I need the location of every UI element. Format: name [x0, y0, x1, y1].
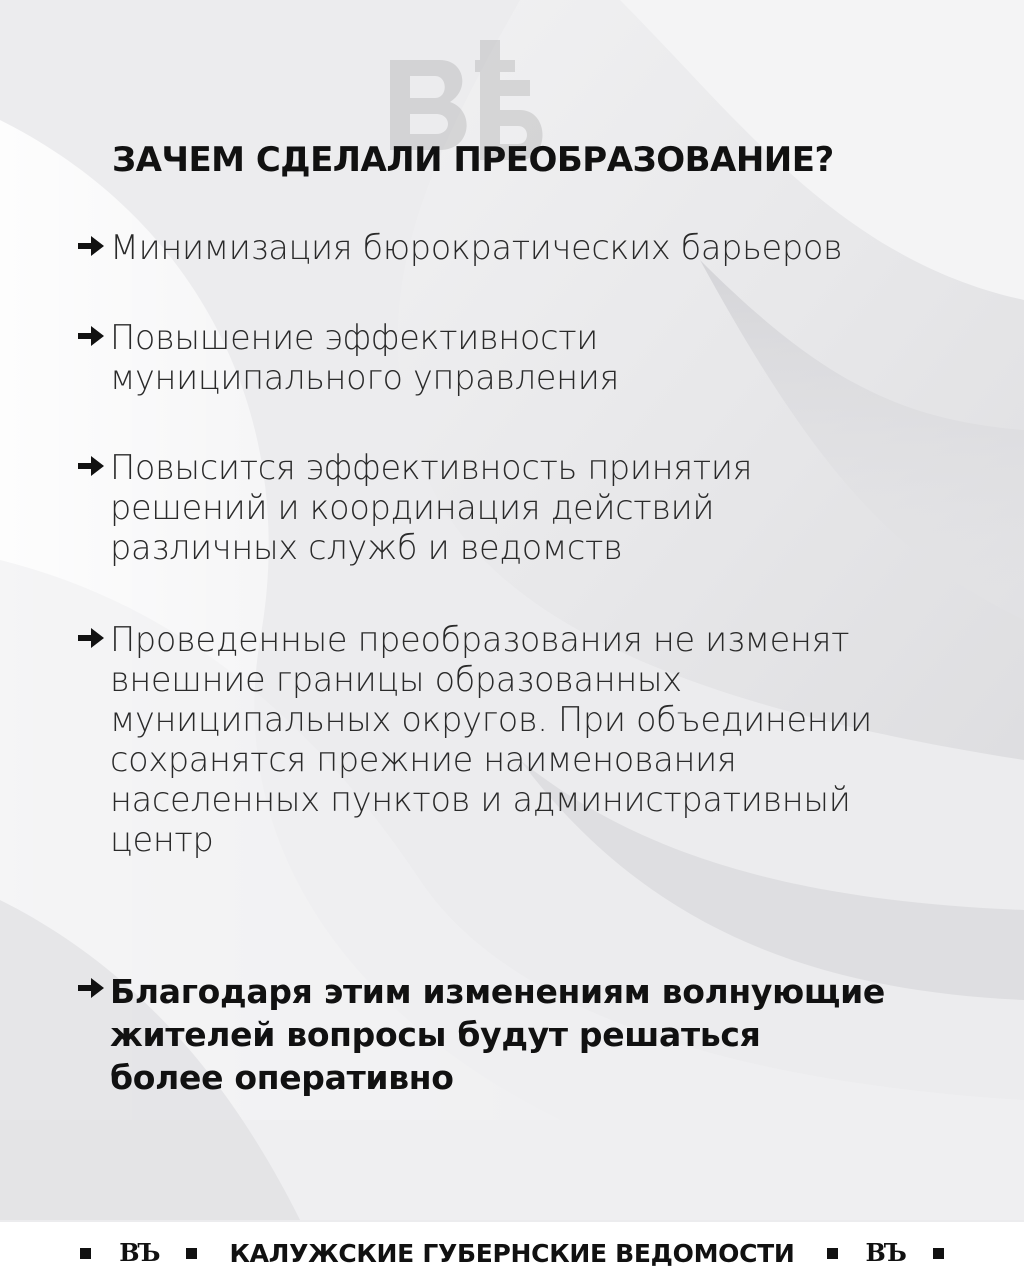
- item-line: муниципальных округов. При объединении: [110, 700, 872, 739]
- item-line: Повышение эффективности: [110, 318, 599, 357]
- footer-title: КАЛУЖСКИЕ ГУБЕРНСКИЕ ВЕДОМОСТИ: [229, 1238, 795, 1268]
- footer-logo-right: ВЪ: [865, 1238, 905, 1267]
- item-line: населенных пунктов и административный: [110, 780, 851, 819]
- item-line: Повысится эффективность принятия: [110, 448, 753, 487]
- footer-logo-left: ВЪ: [119, 1238, 159, 1267]
- arrow-right-icon: [76, 232, 106, 260]
- square-bullet-icon: [186, 1248, 197, 1259]
- square-bullet-icon: [933, 1248, 944, 1259]
- arrow-right-icon: [76, 322, 106, 350]
- list-item: [76, 970, 996, 1099]
- item-line: более оперативно: [110, 1058, 454, 1097]
- item-line: различных служб и ведомств: [110, 528, 623, 567]
- arrow-right-icon: [76, 624, 106, 652]
- list-item: [76, 620, 996, 860]
- list-item: [76, 448, 996, 568]
- item-line: Минимизация бюрократических барьеров: [110, 228, 843, 267]
- footer-bar: [0, 1226, 1024, 1280]
- square-bullet-icon: [80, 1248, 91, 1259]
- page-title: ЗАЧЕМ СДЕЛАЛИ ПРЕОБРАЗОВАНИЕ?: [112, 140, 834, 180]
- arrow-right-icon: [76, 974, 106, 1002]
- list-item: [76, 228, 996, 268]
- item-line: решений и координация действий: [110, 488, 715, 527]
- item-line: жителей вопросы будут решаться: [110, 1015, 761, 1054]
- item-line: центр: [110, 820, 214, 859]
- item-line: Благодаря этим изменениям волнующие: [110, 972, 886, 1011]
- square-bullet-icon: [827, 1248, 838, 1259]
- item-line: Проведенные преобразования не изменят: [110, 620, 850, 659]
- list-item: [76, 318, 996, 398]
- item-line: муниципального управления: [110, 358, 619, 397]
- item-line: внешние границы образованных: [110, 660, 682, 699]
- item-line: сохранятся прежние наименования: [110, 740, 737, 779]
- arrow-right-icon: [76, 452, 106, 480]
